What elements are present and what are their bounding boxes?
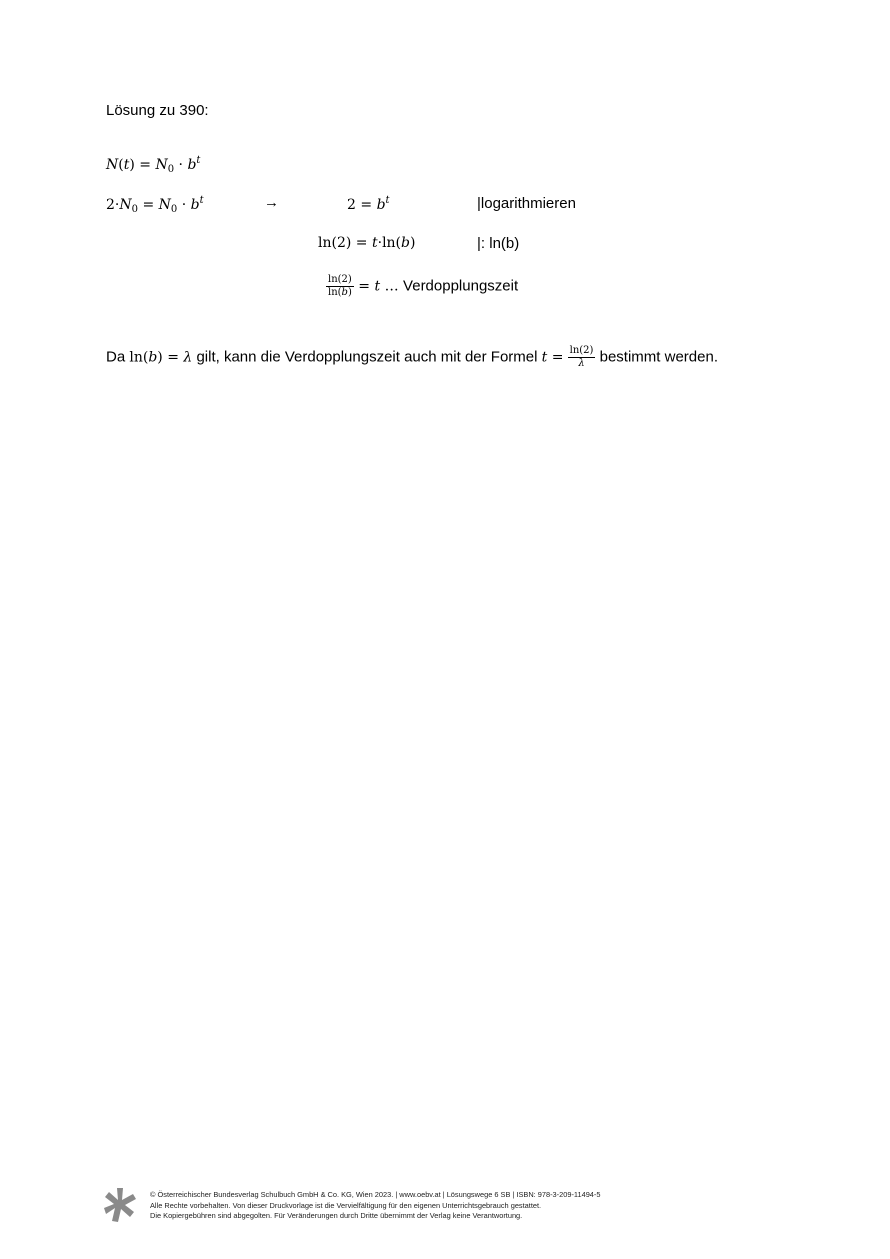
- fraction-ln2-over-lnb: $\frac{\ln(2)}{\ln(b)}$: [328, 274, 352, 298]
- equation-doubling-time: $\frac{\ln(2)}{\ln(b)}$ = t … Verdopplungszeit: [328, 274, 519, 298]
- conclusion-sentence: Da ln(b) = λ gilt, kann die Verdopplungszeit auch mit der Formel t = $\frac{\ln(2)}{\lambda}$ bestimmt werden.: [106, 345, 718, 369]
- footer-line-rights: Alle Rechte vorbehalten. Von dieser Druckvorlage ist die Vervielfältigung für den eigenen Unterrichtsgebrauch gestattet.: [150, 1200, 542, 1210]
- equation-simplified: $2 = b^t$: [347, 195, 390, 213]
- oebv-asterisk-logo-icon: [104, 1188, 136, 1222]
- footer-line-copyright: © Österreichischer Bundesverlag Schulbuch GmbH & Co. KG, Wien 2023. | www.oebv.at | Lösungswege 6 SB | ISBN: 978-3-209-11494-5: [150, 1190, 601, 1199]
- step-note-logarithm: |logarithmieren: [477, 195, 576, 212]
- fraction-ln2-over-lambda: $\frac{\ln(2)}{\lambda}$: [569, 345, 594, 369]
- equation-growth-model: $N(t) = N_0 \cdot b^t$: [106, 155, 201, 175]
- doubling-time-label: Verdopplungszeit: [403, 277, 519, 295]
- footer-line-fees: Die Kopiergebühren sind abgegolten. Für Veränderungen durch Dritte übernimmt der Verlag keine Verantwortung.: [150, 1211, 523, 1220]
- solution-heading: Lösung zu 390:: [106, 102, 209, 119]
- equation-logarithmized: ln(2) = t·ln(b): [318, 235, 416, 251]
- implies-arrow-icon: →: [264, 194, 279, 211]
- step-note-divide: |: ln(b): [477, 235, 520, 252]
- copyright-footer: [150, 1190, 601, 1222]
- equation-doubling-condition: $2\cdot N_0 = N_0 \cdot b^t$: [106, 195, 204, 215]
